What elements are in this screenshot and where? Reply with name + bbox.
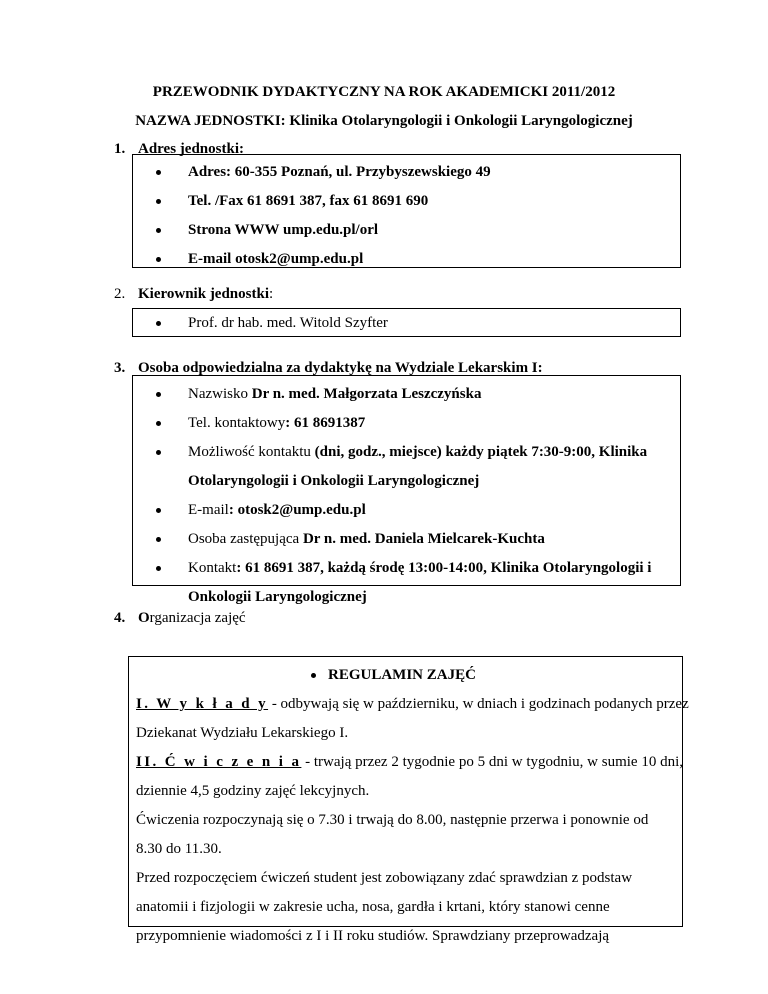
section-number: 3. (114, 360, 126, 376)
lectures-paragraph: I. W y k ł a d y - odbywają się w październiku, w dniach i godzinach podanych przez (136, 696, 689, 712)
section-heading-text: rganizacja zajęć (149, 610, 246, 626)
section-heading-first-letter: O (138, 610, 150, 626)
address-item: Adres: 60-355 Poznań, ul. Przybyszewskiego 49 (133, 158, 680, 187)
deputy-item: Osoba zastępująca Dr n. med. Daniela Mielcarek-Kuchta (133, 525, 680, 554)
test-paragraph-cont: anatomii i fizjologii w zakresie ucha, nosa, gardła i krtani, który stanowi cenne (136, 899, 610, 915)
section-heading-text: Adres jednostki: (138, 141, 244, 157)
head-of-unit-item: Prof. dr hab. med. Witold Szyfter (133, 309, 680, 338)
exercises-paragraph: II. Ć w i c z e n i a - trwają przez 2 tygodnie po 5 dni w tygodniu, w sumie 10 dni, (136, 754, 683, 770)
section-2-box (132, 308, 681, 337)
section-number: 4. (114, 610, 126, 626)
responsible-name-item: Nazwisko Dr n. med. Małgorzata Leszczyńska (133, 380, 680, 409)
email-item: E-mail otosk2@ump.edu.pl (133, 245, 680, 274)
schedule-paragraph: Ćwiczenia rozpoczynają się o 7.30 i trwają do 8.00, następnie przerwa i ponownie od (136, 812, 649, 828)
schedule-paragraph-cont: 8.30 do 11.30. (136, 841, 222, 857)
section-heading-text: Osoba odpowiedzialna za dydaktykę na Wydziale Lekarskim I: (138, 360, 543, 376)
section-heading-text: Kierownik jednostki (138, 286, 269, 302)
deputy-contact-item: Kontakt: 61 8691 387, każdą środę 13:00-14:00, Klinika Otolaryngologii i Onkologii Laryngologicznej (133, 554, 680, 612)
regulamin-title: REGULAMIN ZAJĘĆ (136, 661, 682, 690)
section-4-heading (114, 610, 246, 627)
document-title: PRZEWODNIK DYDAKTYCZNY NA ROK AKADEMICKI 2011/2012 (152, 84, 616, 100)
section-number: 1. (114, 141, 126, 157)
regulamin-box (128, 656, 689, 944)
unit-name: NAZWA JEDNOSTKI: Klinika Otolaryngologii i Onkologii Laryngologicznej (135, 113, 633, 129)
section-1-box (132, 154, 681, 268)
section-number: 2. (114, 286, 126, 302)
contact-hours-item: Możliwość kontaktu (dni, godz., miejsce) każdy piątek 7:30-9:00, Klinika Otolaryngologii i Onkologii Laryngologicznej (133, 438, 680, 496)
responsible-phone-item: Tel. kontaktowy: 61 8691387 (133, 409, 680, 438)
test-paragraph: Przed rozpoczęciem ćwiczeń student jest zobowiązany zdać sprawdzian z podstaw (136, 870, 633, 886)
bullet-icon (311, 673, 316, 678)
heading-colon: : (269, 286, 274, 302)
section-3-box (132, 375, 681, 605)
lectures-paragraph-cont: Dziekanat Wydziału Lekarskiego I. (136, 725, 349, 741)
website-item: Strona WWW ump.edu.pl/orl (133, 216, 680, 245)
phone-item: Tel. /Fax 61 8691 387, fax 61 8691 690 (133, 187, 680, 216)
test-paragraph-cont: przypomnienie wiadomości z I i II roku studiów. Sprawdziany przeprowadzają (136, 928, 610, 944)
exercises-paragraph-cont: dziennie 4,5 godziny zajęć lekcyjnych. (136, 783, 370, 799)
responsible-email-item: E-mail: otosk2@ump.edu.pl (133, 496, 680, 525)
section-2-heading (114, 286, 273, 303)
